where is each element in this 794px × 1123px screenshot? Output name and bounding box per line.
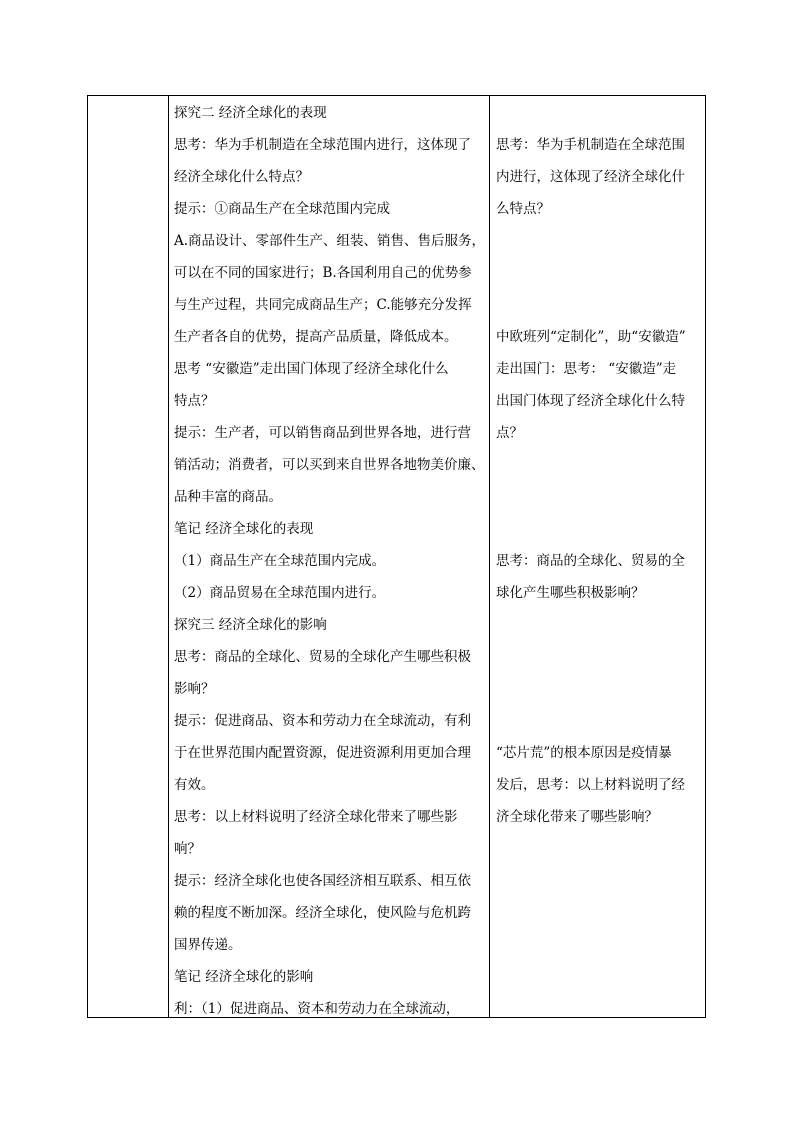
right-text-line: 点？ — [496, 425, 523, 441]
right-text-line: 发后，思考：以上材料说明了经 — [496, 777, 685, 793]
text-line: 国界传递。 — [174, 937, 242, 953]
text-line: 提示：经济全球化也使各国经济相互联系、相互依 — [174, 873, 471, 889]
text-line: 于在世界范围内配置资源，促进资源利用更加合理 — [174, 745, 471, 761]
text-line: 品种丰富的商品。 — [174, 489, 282, 505]
text-line: （2）商品贸易在全球范围内进行。 — [174, 585, 386, 601]
right-text-line: “芯片荒”的根本原因是疫情暴 — [496, 745, 672, 761]
right-text-line: 球化产生哪些积极影响？ — [496, 585, 645, 601]
column-divider-left — [168, 96, 169, 1017]
lesson-table — [87, 95, 706, 1018]
column-divider-right — [489, 96, 490, 1017]
right-text-line: 走出国门：思考： “安徽造”走 — [496, 361, 677, 377]
text-line: 销活动；消费者，可以买到来自世界各地物美价廉、 — [174, 457, 485, 473]
right-text-line: 中欧班列“定制化”，助“安徽造” — [496, 329, 686, 345]
text-line: 提示：生产者，可以销售商品到世界各地，进行营 — [174, 425, 471, 441]
text-line: 可以在不同的国家进行；B.各国利用自己的优势参 — [174, 265, 472, 281]
right-text-line: 内进行，这体现了经济全球化什 — [496, 169, 685, 185]
text-line: 思考：商品的全球化、贸易的全球化产生哪些积极 — [174, 649, 471, 665]
text-line: 利：（1）促进商品、资本和劳动力在全球流动， — [174, 1001, 460, 1017]
right-text-line: 济全球化带来了哪些影响？ — [496, 809, 658, 825]
text-line: 响？ — [174, 841, 201, 857]
text-line: 特点？ — [174, 393, 215, 409]
right-text-line: 出国门体现了经济全球化什么特 — [496, 393, 685, 409]
section-heading: 探究二 经济全球化的表现 — [174, 105, 327, 121]
text-line: 思考：以上材料说明了经济全球化带来了哪些影 — [174, 809, 458, 825]
text-line: 经济全球化什么特点？ — [174, 169, 309, 185]
text-line: 生产者各自的优势，提高产品质量，降低成本。 — [174, 329, 458, 345]
text-line: 提示：①商品生产在全球范围内完成 — [174, 201, 390, 217]
text-line: A.商品设计、零部件生产、组装、销售、售后服务， — [174, 233, 486, 249]
text-line: 提示：促进商品、资本和劳动力在全球流动，有利 — [174, 713, 471, 729]
section-heading: 探究三 经济全球化的影响 — [174, 617, 327, 633]
text-line: 思考：华为手机制造在全球范围内进行，这体现了 — [174, 137, 471, 153]
right-text-line: 思考：商品的全球化、贸易的全 — [496, 553, 685, 569]
note-heading: 笔记 经济全球化的表现 — [174, 521, 314, 537]
text-line: 赖的程度不断加深。经济全球化，使风险与危机跨 — [174, 905, 471, 921]
text-line: （1）商品生产在全球范围内完成。 — [174, 553, 386, 569]
right-text-line: 么特点？ — [496, 201, 550, 217]
right-text-line: 思考：华为手机制造在全球范围 — [496, 137, 685, 153]
text-line: 影响？ — [174, 681, 215, 697]
note-heading: 笔记 经济全球化的影响 — [174, 969, 314, 985]
text-line: 与生产过程，共同完成商品生产；C.能够充分发挥 — [174, 297, 472, 313]
text-line: 有效。 — [174, 777, 215, 793]
text-line: 思考 “安徽造”走出国门体现了经济全球化什么 — [174, 361, 449, 377]
